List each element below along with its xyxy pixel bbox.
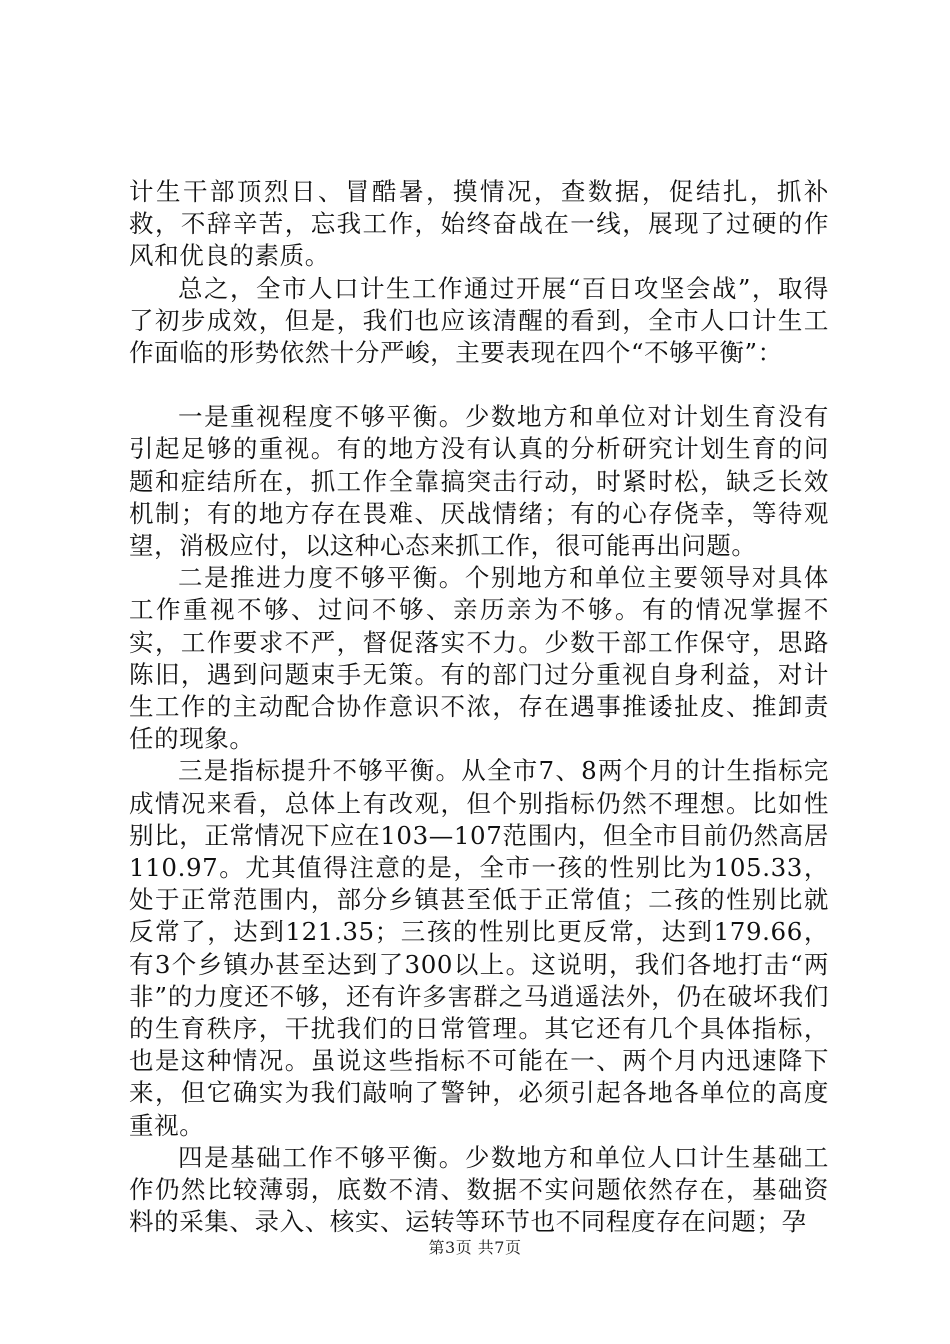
paragraph-point-one: 一是重视程度不够平衡。少数地方和单位对计划生育没有引起足够的重视。有的地方没有认真的分析研究计划生育的问题和症结所在，抓工作全靠搞突击行动，时紧时松，缺乏长效机制；有的地方存在畏难、厌战情绪；有的心存侥幸，等待观望，消极应付，以这种心态来抓工作，很可能再出问题。: [129, 402, 829, 561]
paragraph-summary: 总之，全市人口计生工作通过开展“百日攻坚会战”，取得了初步成效，但是，我们也应该清醒的看到，全市人口计生工作面临的形势依然十分严峻，主要表现在四个“不够平衡”：: [129, 273, 829, 368]
paragraph-point-four: 四是基础工作不够平衡。少数地方和单位人口计生基础工作仍然比较薄弱，底数不清、数据不实问题依然存在，基础资料的采集、录入、核实、运转等环节也不同程度存在问题；孕: [129, 1142, 829, 1237]
page-number-label: 第3页 共7页: [428, 1238, 522, 1257]
page-footer: [0, 1238, 950, 1258]
paragraph-point-three: 三是指标提升不够平衡。从全市7、8两个月的计生指标完成情况来看，总体上有改观，但个别指标仍然不理想。比如性别比，正常情况下应在103—107范围内，但全市目前仍然高居110.97。尤其值得注意的是，全市一孩的性别比为105.33，处于正常范围内，部分乡镇甚至低于正常值；二孩的性别比就反常了，达到121.35；三孩的性别比更反常，达到179.66，有3个乡镇办甚至达到了300以上。这说明，我们各地打击“两非”的力度还不够，还有许多害群之马逍遥法外，仍在破坏我们的生育秩序，干扰我们的日常管理。其它还有几个具体指标，也是这种情况。虽说这些指标不可能在一、两个月内迅速降下来，但它确实为我们敲响了警钟，必须引起各地各单位的高度重视。: [129, 756, 829, 1140]
document-body: [129, 176, 829, 1239]
paragraph-point-two: 二是推进力度不够平衡。个别地方和单位主要领导对具体工作重视不够、过问不够、亲历亲为不够。有的情况掌握不实，工作要求不严，督促落实不力。少数干部工作保守，思路陈旧，遇到问题束手无策。有的部门过分重视自身利益，对计生工作的主动配合协作意识不浓，存在遇事推诿扯皮、推卸责任的现象。: [129, 563, 829, 754]
paragraph-spacer: [129, 369, 829, 401]
paragraph-continuation: 计生干部顶烈日、冒酷暑，摸情况，查数据，促结扎，抓补救，不辞辛苦，忘我工作，始终奋战在一线，展现了过硬的作风和优良的素质。: [129, 177, 829, 271]
